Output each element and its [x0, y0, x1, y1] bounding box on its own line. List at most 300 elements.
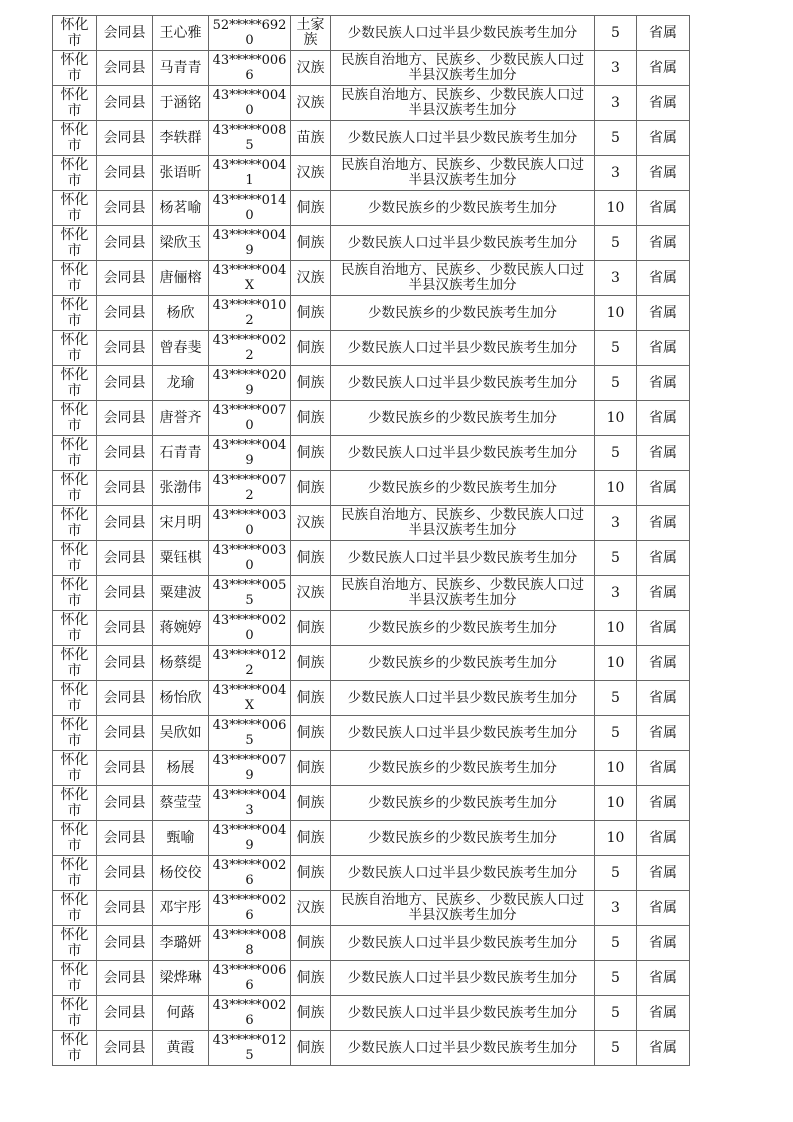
- table-row: [53, 506, 690, 541]
- ethnicity-cell-text: 侗族: [296, 829, 325, 846]
- bonus-item-cell: [331, 716, 595, 751]
- bonus-item-cell-text: 少数民族人口过半县少数民族考生加分: [347, 969, 578, 986]
- id-number-cell: [209, 331, 291, 366]
- level-cell: 省属: [637, 646, 690, 681]
- bonus-item-cell-text: 少数民族乡的少数民族考生加分: [368, 829, 557, 846]
- name-cell: 甄喻: [153, 821, 209, 856]
- city-cell: [53, 821, 97, 856]
- name-cell: 蔡莹莹: [153, 786, 209, 821]
- points-cell: 10: [595, 471, 637, 506]
- bonus-item-cell: [331, 751, 595, 786]
- city-cell-text: 怀化市: [60, 332, 89, 364]
- city-cell-text: 怀化市: [60, 542, 89, 574]
- name-cell: 曾春斐: [153, 331, 209, 366]
- ethnicity-cell: [291, 821, 331, 856]
- county-cell: 会同县: [97, 1031, 153, 1066]
- ethnicity-cell-text: 土家族: [296, 17, 325, 48]
- id-number-cell-text: 43*****0088: [212, 928, 287, 958]
- points-cell: 10: [595, 191, 637, 226]
- city-cell: [53, 366, 97, 401]
- bonus-item-cell-text: 少数民族乡的少数民族考生加分: [368, 759, 557, 776]
- bonus-item-cell: [331, 646, 595, 681]
- table-row: [53, 541, 690, 576]
- name-cell: 龙瑜: [153, 366, 209, 401]
- ethnicity-cell-text: 汉族: [296, 514, 325, 531]
- bonus-item-cell-text: 少数民族乡的少数民族考生加分: [368, 409, 557, 426]
- ethnicity-cell: [291, 541, 331, 576]
- city-cell-text: 怀化市: [60, 892, 89, 924]
- city-cell-text: 怀化市: [60, 997, 89, 1029]
- city-cell-text: 怀化市: [60, 192, 89, 224]
- county-cell: 会同县: [97, 471, 153, 506]
- name-cell: 杨佼佼: [153, 856, 209, 891]
- table-row: [53, 156, 690, 191]
- bonus-item-cell-text: 少数民族人口过半县少数民族考生加分: [347, 934, 578, 951]
- bonus-item-cell-text: 少数民族人口过半县少数民族考生加分: [347, 24, 578, 41]
- level-cell: 省属: [637, 401, 690, 436]
- county-cell: 会同县: [97, 436, 153, 471]
- id-number-cell-text: 43*****0026: [212, 998, 287, 1028]
- name-cell: 王心雅: [153, 16, 209, 51]
- points-cell: 5: [595, 926, 637, 961]
- ethnicity-cell-text: 侗族: [296, 794, 325, 811]
- bonus-item-cell-text: 民族自治地方、民族乡、少数民族人口过半县汉族考生加分: [341, 52, 584, 83]
- ethnicity-cell: [291, 506, 331, 541]
- county-cell: 会同县: [97, 926, 153, 961]
- ethnicity-cell: [291, 51, 331, 86]
- ethnicity-cell-text: 侗族: [296, 654, 325, 671]
- bonus-item-cell-text: 民族自治地方、民族乡、少数民族人口过半县汉族考生加分: [341, 87, 584, 118]
- id-number-cell-text: 43*****0085: [212, 123, 287, 153]
- table-row: [53, 996, 690, 1031]
- id-number-cell: [209, 716, 291, 751]
- county-cell: 会同县: [97, 786, 153, 821]
- table-body: [53, 16, 690, 1066]
- name-cell: 马青青: [153, 51, 209, 86]
- county-cell: 会同县: [97, 86, 153, 121]
- ethnicity-cell: [291, 996, 331, 1031]
- county-cell: 会同县: [97, 156, 153, 191]
- bonus-item-cell: [331, 16, 595, 51]
- id-number-cell-text: 43*****0030: [212, 543, 287, 573]
- id-number-cell: [209, 191, 291, 226]
- county-cell: 会同县: [97, 121, 153, 156]
- name-cell: 梁烨琳: [153, 961, 209, 996]
- id-number-cell: [209, 611, 291, 646]
- bonus-item-cell: [331, 821, 595, 856]
- city-cell-text: 怀化市: [60, 437, 89, 469]
- bonus-item-cell: [331, 121, 595, 156]
- table-row: [53, 856, 690, 891]
- county-cell: 会同县: [97, 261, 153, 296]
- name-cell: 粟钰棋: [153, 541, 209, 576]
- id-number-cell: [209, 296, 291, 331]
- bonus-item-cell-text: 民族自治地方、民族乡、少数民族人口过半县汉族考生加分: [341, 157, 584, 188]
- id-number-cell-text: 43*****004X: [212, 263, 287, 293]
- city-cell: [53, 121, 97, 156]
- ethnicity-cell: [291, 961, 331, 996]
- bonus-item-cell-text: 少数民族人口过半县少数民族考生加分: [347, 724, 578, 741]
- ethnicity-cell: [291, 891, 331, 926]
- id-number-cell: [209, 366, 291, 401]
- table-row: [53, 961, 690, 996]
- bonus-item-cell: [331, 681, 595, 716]
- level-cell: 省属: [637, 296, 690, 331]
- name-cell: 邓宇彤: [153, 891, 209, 926]
- table-row: [53, 436, 690, 471]
- id-number-cell-text: 43*****0043: [212, 788, 287, 818]
- bonus-item-cell-text: 少数民族人口过半县少数民族考生加分: [347, 374, 578, 391]
- county-cell: 会同县: [97, 891, 153, 926]
- points-cell: 10: [595, 786, 637, 821]
- level-cell: 省属: [637, 121, 690, 156]
- name-cell: 黄霞: [153, 1031, 209, 1066]
- bonus-item-cell: [331, 506, 595, 541]
- id-number-cell: [209, 156, 291, 191]
- city-cell: [53, 296, 97, 331]
- bonus-item-cell: [331, 856, 595, 891]
- name-cell: 何蕗: [153, 996, 209, 1031]
- level-cell: 省属: [637, 576, 690, 611]
- city-cell: [53, 331, 97, 366]
- level-cell: 省属: [637, 716, 690, 751]
- id-number-cell-text: 43*****0070: [212, 403, 287, 433]
- ethnicity-cell-text: 侗族: [296, 444, 325, 461]
- ethnicity-cell: [291, 751, 331, 786]
- table-row: [53, 751, 690, 786]
- level-cell: 省属: [637, 891, 690, 926]
- bonus-item-cell-text: 少数民族乡的少数民族考生加分: [368, 654, 557, 671]
- id-number-cell-text: 43*****0049: [212, 228, 287, 258]
- bonus-item-cell: [331, 401, 595, 436]
- city-cell: [53, 786, 97, 821]
- city-cell: [53, 471, 97, 506]
- bonus-item-cell-text: 少数民族乡的少数民族考生加分: [368, 794, 557, 811]
- id-number-cell-text: 43*****0022: [212, 333, 287, 363]
- city-cell-text: 怀化市: [60, 647, 89, 679]
- city-cell-text: 怀化市: [60, 52, 89, 84]
- id-number-cell: [209, 891, 291, 926]
- ethnicity-cell: [291, 191, 331, 226]
- ethnicity-cell-text: 汉族: [296, 584, 325, 601]
- ethnicity-cell-text: 侗族: [296, 374, 325, 391]
- name-cell: 张语昕: [153, 156, 209, 191]
- table-row: [53, 296, 690, 331]
- ethnicity-cell-text: 侗族: [296, 199, 325, 216]
- city-cell-text: 怀化市: [60, 822, 89, 854]
- ethnicity-cell-text: 汉族: [296, 899, 325, 916]
- bonus-item-cell: [331, 926, 595, 961]
- name-cell: 杨蔡缇: [153, 646, 209, 681]
- county-cell: 会同县: [97, 611, 153, 646]
- name-cell: 张渤伟: [153, 471, 209, 506]
- level-cell: 省属: [637, 541, 690, 576]
- id-number-cell: [209, 926, 291, 961]
- city-cell: [53, 996, 97, 1031]
- table-row: [53, 891, 690, 926]
- points-cell: 5: [595, 121, 637, 156]
- ethnicity-cell-text: 侗族: [296, 1039, 325, 1056]
- ethnicity-cell: [291, 86, 331, 121]
- ethnicity-cell: [291, 156, 331, 191]
- points-cell: 3: [595, 506, 637, 541]
- id-number-cell: [209, 226, 291, 261]
- id-number-cell-text: 43*****004X: [212, 683, 287, 713]
- ethnicity-cell-text: 侗族: [296, 619, 325, 636]
- bonus-item-cell: [331, 331, 595, 366]
- bonus-item-cell-text: 少数民族人口过半县少数民族考生加分: [347, 444, 578, 461]
- id-number-cell-text: 43*****0125: [212, 1033, 287, 1063]
- county-cell: 会同县: [97, 821, 153, 856]
- id-number-cell: [209, 471, 291, 506]
- table-row: [53, 16, 690, 51]
- id-number-cell-text: 43*****0049: [212, 823, 287, 853]
- id-number-cell-text: 43*****0040: [212, 88, 287, 118]
- city-cell: [53, 646, 97, 681]
- bonus-item-cell-text: 少数民族人口过半县少数民族考生加分: [347, 549, 578, 566]
- city-cell-text: 怀化市: [60, 87, 89, 119]
- ethnicity-cell-text: 汉族: [296, 59, 325, 76]
- name-cell: 李璐妍: [153, 926, 209, 961]
- city-cell: [53, 401, 97, 436]
- city-cell: [53, 891, 97, 926]
- city-cell-text: 怀化市: [60, 717, 89, 749]
- city-cell: [53, 86, 97, 121]
- city-cell: [53, 436, 97, 471]
- county-cell: 会同县: [97, 296, 153, 331]
- id-number-cell: [209, 996, 291, 1031]
- ethnicity-cell-text: 汉族: [296, 269, 325, 286]
- ethnicity-cell-text: 侗族: [296, 724, 325, 741]
- city-cell-text: 怀化市: [60, 857, 89, 889]
- name-cell: 李轶群: [153, 121, 209, 156]
- bonus-item-cell-text: 民族自治地方、民族乡、少数民族人口过半县汉族考生加分: [341, 507, 584, 538]
- ethnicity-cell: [291, 576, 331, 611]
- name-cell: 吴欣如: [153, 716, 209, 751]
- points-cell: 5: [595, 541, 637, 576]
- county-cell: 会同县: [97, 856, 153, 891]
- name-cell: 唐俪榕: [153, 261, 209, 296]
- level-cell: 省属: [637, 751, 690, 786]
- city-cell: [53, 541, 97, 576]
- ethnicity-cell: [291, 926, 331, 961]
- name-cell: 唐誉齐: [153, 401, 209, 436]
- bonus-item-cell-text: 少数民族人口过半县少数民族考生加分: [347, 1039, 578, 1056]
- bonus-item-cell-text: 民族自治地方、民族乡、少数民族人口过半县汉族考生加分: [341, 262, 584, 293]
- ethnicity-cell-text: 侗族: [296, 864, 325, 881]
- ethnicity-cell-text: 侗族: [296, 1004, 325, 1021]
- id-number-cell: [209, 436, 291, 471]
- city-cell: [53, 226, 97, 261]
- county-cell: 会同县: [97, 191, 153, 226]
- city-cell: [53, 926, 97, 961]
- id-number-cell-text: 52*****6920: [212, 18, 287, 48]
- county-cell: 会同县: [97, 331, 153, 366]
- points-cell: 10: [595, 401, 637, 436]
- points-cell: 10: [595, 646, 637, 681]
- city-cell: [53, 576, 97, 611]
- ethnicity-cell-text: 苗族: [296, 129, 325, 146]
- level-cell: 省属: [637, 611, 690, 646]
- ethnicity-cell-text: 侗族: [296, 689, 325, 706]
- id-number-cell: [209, 751, 291, 786]
- id-number-cell-text: 43*****0072: [212, 473, 287, 503]
- county-cell: 会同县: [97, 16, 153, 51]
- city-cell-text: 怀化市: [60, 472, 89, 504]
- bonus-item-cell: [331, 471, 595, 506]
- id-number-cell-text: 43*****0066: [212, 963, 287, 993]
- bonus-item-cell: [331, 261, 595, 296]
- name-cell: 宋月明: [153, 506, 209, 541]
- ethnicity-cell-text: 汉族: [296, 164, 325, 181]
- city-cell: [53, 191, 97, 226]
- id-number-cell: [209, 541, 291, 576]
- bonus-item-cell: [331, 611, 595, 646]
- name-cell: 蒋婉婷: [153, 611, 209, 646]
- id-number-cell-text: 43*****0065: [212, 718, 287, 748]
- county-cell: 会同县: [97, 681, 153, 716]
- level-cell: 省属: [637, 471, 690, 506]
- id-number-cell: [209, 576, 291, 611]
- city-cell-text: 怀化市: [60, 1032, 89, 1064]
- points-cell: 3: [595, 51, 637, 86]
- level-cell: 省属: [637, 786, 690, 821]
- points-cell: 3: [595, 261, 637, 296]
- id-number-cell: [209, 86, 291, 121]
- ethnicity-cell-text: 侗族: [296, 339, 325, 356]
- ethnicity-cell-text: 侗族: [296, 934, 325, 951]
- county-cell: 会同县: [97, 366, 153, 401]
- ethnicity-cell-text: 侗族: [296, 549, 325, 566]
- name-cell: 梁欣玉: [153, 226, 209, 261]
- city-cell-text: 怀化市: [60, 682, 89, 714]
- bonus-item-cell-text: 少数民族人口过半县少数民族考生加分: [347, 339, 578, 356]
- bonus-item-cell: [331, 961, 595, 996]
- bonus-item-cell-text: 民族自治地方、民族乡、少数民族人口过半县汉族考生加分: [341, 892, 584, 923]
- points-cell: 5: [595, 681, 637, 716]
- county-cell: 会同县: [97, 996, 153, 1031]
- level-cell: 省属: [637, 1031, 690, 1066]
- county-cell: 会同县: [97, 646, 153, 681]
- table-row: [53, 611, 690, 646]
- table-row: [53, 226, 690, 261]
- id-number-cell-text: 43*****0140: [212, 193, 287, 223]
- ethnicity-cell: [291, 121, 331, 156]
- city-cell-text: 怀化市: [60, 227, 89, 259]
- bonus-item-cell-text: 少数民族乡的少数民族考生加分: [368, 199, 557, 216]
- table-row: [53, 681, 690, 716]
- ethnicity-cell-text: 侗族: [296, 234, 325, 251]
- id-number-cell: [209, 51, 291, 86]
- bonus-item-cell: [331, 86, 595, 121]
- ethnicity-cell: [291, 646, 331, 681]
- ethnicity-cell: [291, 366, 331, 401]
- city-cell-text: 怀化市: [60, 157, 89, 189]
- table-row: [53, 51, 690, 86]
- ethnicity-cell: [291, 226, 331, 261]
- points-cell: 5: [595, 366, 637, 401]
- level-cell: 省属: [637, 821, 690, 856]
- ethnicity-cell: [291, 856, 331, 891]
- city-cell: [53, 751, 97, 786]
- table-row: [53, 331, 690, 366]
- table-row: [53, 821, 690, 856]
- city-cell-text: 怀化市: [60, 367, 89, 399]
- name-cell: 石青青: [153, 436, 209, 471]
- id-number-cell: [209, 646, 291, 681]
- id-number-cell: [209, 821, 291, 856]
- id-number-cell-text: 43*****0049: [212, 438, 287, 468]
- points-cell: 10: [595, 751, 637, 786]
- ethnicity-cell: [291, 471, 331, 506]
- id-number-cell-text: 43*****0020: [212, 613, 287, 643]
- bonus-item-cell-text: 少数民族人口过半县少数民族考生加分: [347, 689, 578, 706]
- city-cell-text: 怀化市: [60, 507, 89, 539]
- city-cell: [53, 16, 97, 51]
- ethnicity-cell: [291, 401, 331, 436]
- level-cell: 省属: [637, 261, 690, 296]
- level-cell: 省属: [637, 51, 690, 86]
- ethnicity-cell-text: 侗族: [296, 409, 325, 426]
- id-number-cell: [209, 961, 291, 996]
- name-cell: 杨欣: [153, 296, 209, 331]
- points-cell: 5: [595, 1031, 637, 1066]
- ethnicity-cell: [291, 611, 331, 646]
- ethnicity-cell: [291, 1031, 331, 1066]
- bonus-item-cell: [331, 436, 595, 471]
- level-cell: 省属: [637, 961, 690, 996]
- table-row: [53, 786, 690, 821]
- city-cell: [53, 856, 97, 891]
- county-cell: 会同县: [97, 226, 153, 261]
- county-cell: 会同县: [97, 716, 153, 751]
- name-cell: 粟建波: [153, 576, 209, 611]
- bonus-item-cell-text: 少数民族乡的少数民族考生加分: [368, 479, 557, 496]
- table-row: [53, 401, 690, 436]
- city-cell: [53, 611, 97, 646]
- level-cell: 省属: [637, 996, 690, 1031]
- table-row: [53, 261, 690, 296]
- bonus-item-cell-text: 少数民族乡的少数民族考生加分: [368, 304, 557, 321]
- county-cell: 会同县: [97, 541, 153, 576]
- ethnicity-cell: [291, 786, 331, 821]
- table-row: [53, 471, 690, 506]
- table-row: [53, 121, 690, 156]
- points-cell: 10: [595, 821, 637, 856]
- county-cell: 会同县: [97, 506, 153, 541]
- level-cell: 省属: [637, 226, 690, 261]
- bonus-item-cell-text: 少数民族人口过半县少数民族考生加分: [347, 1004, 578, 1021]
- ethnicity-cell-text: 侗族: [296, 304, 325, 321]
- bonus-item-cell: [331, 786, 595, 821]
- city-cell: [53, 1031, 97, 1066]
- ethnicity-cell: [291, 261, 331, 296]
- bonus-item-cell: [331, 1031, 595, 1066]
- city-cell-text: 怀化市: [60, 962, 89, 994]
- name-cell: 杨展: [153, 751, 209, 786]
- level-cell: 省属: [637, 331, 690, 366]
- id-number-cell-text: 43*****0041: [212, 158, 287, 188]
- ethnicity-cell-text: 汉族: [296, 94, 325, 111]
- ethnicity-cell-text: 侗族: [296, 479, 325, 496]
- ethnicity-cell: [291, 16, 331, 51]
- id-number-cell-text: 43*****0026: [212, 858, 287, 888]
- city-cell-text: 怀化市: [60, 17, 89, 49]
- level-cell: 省属: [637, 156, 690, 191]
- ethnicity-cell: [291, 436, 331, 471]
- points-cell: 3: [595, 576, 637, 611]
- level-cell: 省属: [637, 16, 690, 51]
